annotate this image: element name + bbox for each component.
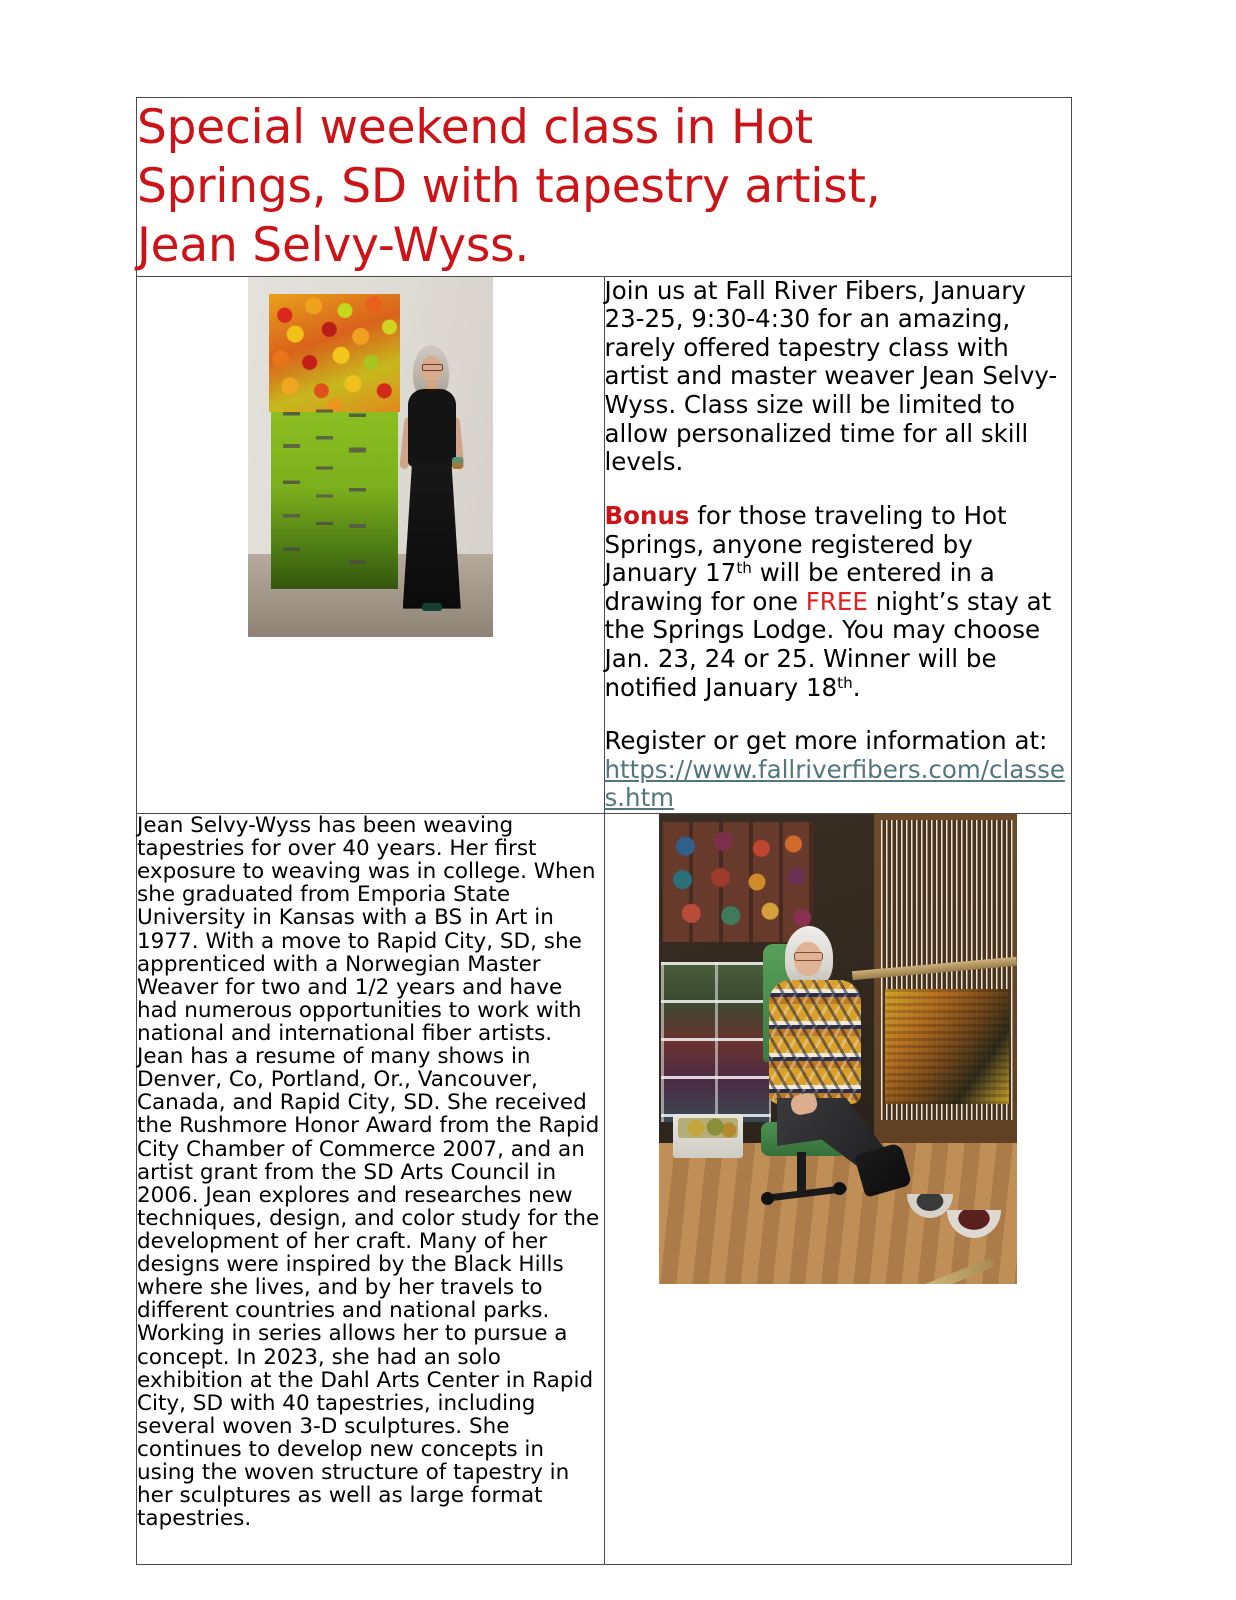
eyeglasses-icon xyxy=(422,364,443,371)
tub-yarn-contents xyxy=(678,1118,738,1138)
title-cell xyxy=(137,98,1072,277)
class-intro-paragraph: Join us at Fall River Fibers, January 23-25, 9:30-4:30 for an amazing, rarely offered tapestry class with artist and master weaver Jean Selvy-Wyss. Class size will be limited to allow personalized time for all skill levels. xyxy=(604,275,1058,477)
bonus-text-part-4: . xyxy=(852,672,861,702)
artist-biography-text: Jean Selvy-Wyss has been weaving tapestries for over 40 years. Her first exposure to weaving was in college. When she graduated from Emporia State University in Kansas with a BS in Art in 1977. With a move to Rapid City, SD, she apprenticed with a Norwegian Master Weaver for two and 1/2 years and have had numerous opportunities to work with national and international fiber artists. Jean has a resume of many shows in Denver, Co, Portland, Or., Vancouver, Canada, and Rapid City, SD. She received the Rushmore Honor Award from the Rapid City Chamber of Commerce 2007, and an artist grant from the SD Arts Council in 2006. Jean explores and researches new techniques, design, and color study for the development of her craft. Many of her designs were inspired by the Black Hills where she lives, and by her travels to different countries and national parks. Working in series allows her to pursue a concept. In 2023, she had an solo exhibition at the Dahl Arts Center in Rapid City, SD with 40 tapestries, including several woven 3-D sculptures. She continues to develop new concepts in using the woven structure of tapestry in her sculptures as well as large format tapestries. xyxy=(137,813,600,1532)
artist-shoes xyxy=(422,603,442,611)
bonus-ordinal-2: th xyxy=(837,673,853,692)
page-title-line-1: Special weekend class in Hot xyxy=(137,100,813,155)
bonus-paragraph xyxy=(605,502,1072,702)
register-paragraph xyxy=(605,727,1072,813)
bonus-text-part-3: night’s stay at the Springs Lodge. You may choose Jan. 23, 24 or 25. Winner will be notified January 18 xyxy=(604,586,1052,702)
title-row xyxy=(137,98,1072,277)
tapestry-birch-trunk-2 xyxy=(316,398,333,544)
biography-row xyxy=(137,814,1072,1565)
artist-black-top xyxy=(408,389,456,467)
bonus-text-part-1: for those traveling to Hot Springs, anyone registered by January 17 xyxy=(604,500,1007,588)
class-info-cell xyxy=(604,276,1072,813)
artist-standing-beside-aspen-tapestry-photo xyxy=(248,277,493,637)
tapestry-birch-trunk-1 xyxy=(283,398,300,574)
register-label: Register or get more information at: xyxy=(604,726,1048,756)
bonus-text-part-2: will be entered in a drawing for one xyxy=(604,558,995,616)
aspen-tapestry xyxy=(269,294,400,589)
yarn-skeins-on-shelves xyxy=(665,826,811,938)
eyeglasses-icon xyxy=(794,952,823,961)
tapestry-birch-trunk-3 xyxy=(349,398,366,589)
flyer-layout-table xyxy=(136,97,1072,1565)
artist-bracelet xyxy=(452,457,463,469)
artist-figure xyxy=(400,345,466,612)
tapestry-autumn-canopy xyxy=(269,294,400,412)
registration-url-link[interactable]: https://www.fallriverfibers.com/classes.htm xyxy=(604,754,1065,813)
class-info-row xyxy=(137,276,1072,813)
free-label: FREE xyxy=(805,586,868,616)
sweater-zigzag-pattern xyxy=(769,980,861,1104)
page-title-line-3: Jean Selvy-Wyss. xyxy=(137,218,530,274)
bonus-label: Bonus xyxy=(604,500,690,530)
tapestry-photo-cell xyxy=(137,276,605,813)
artist-black-skirt xyxy=(403,463,461,609)
seated-artist-figure xyxy=(763,926,913,1196)
biography-cell xyxy=(137,814,605,1565)
page-title-line-2: Springs, SD with tapestry artist, xyxy=(137,159,881,215)
bonus-ordinal-1: th xyxy=(736,559,752,578)
artist-seated-at-loom-in-studio-photo xyxy=(659,814,1017,1284)
page-title xyxy=(137,98,1071,276)
studio-photo-cell xyxy=(604,814,1072,1565)
